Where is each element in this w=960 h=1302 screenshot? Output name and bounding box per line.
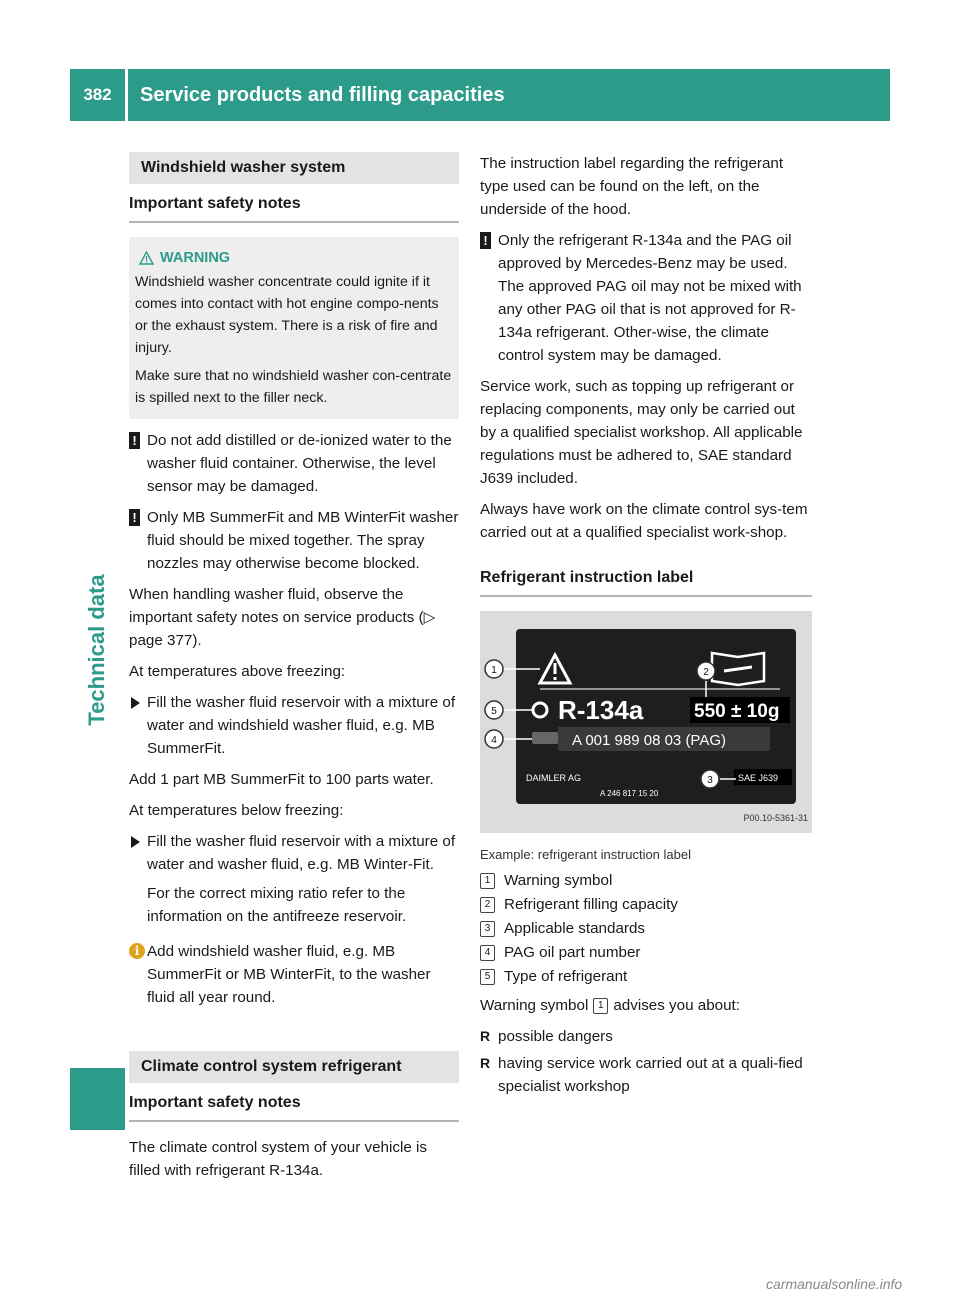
paragraph-label-location: The instruction label regarding the refrigerant type used can be found on the left, on the underside of the hood. bbox=[480, 155, 784, 218]
legend-item bbox=[480, 917, 812, 940]
refrigerant-type-text: R-134a bbox=[558, 695, 644, 725]
warning-title bbox=[139, 247, 453, 269]
paragraph-text: When handling washer fluid, observe the important safety notes on service products bbox=[129, 586, 415, 626]
exclamation-icon: ! bbox=[480, 232, 491, 249]
paragraph-qualified-workshop: Always have work on the climate control sys-tem carried out at a qualified specialist work-shop. bbox=[480, 501, 808, 541]
right-column bbox=[480, 152, 812, 1102]
legend-number: 2 bbox=[480, 897, 495, 913]
legend-text: Refrigerant filling capacity bbox=[504, 896, 678, 913]
part-number-text: A 001 989 08 03 (PAG) bbox=[572, 732, 726, 749]
callout-3-label: 3 bbox=[707, 775, 713, 786]
step-fill-summer bbox=[129, 691, 459, 760]
figure-reference: P00.10-5361-31 bbox=[743, 813, 808, 823]
legend-number: 1 bbox=[480, 873, 495, 889]
paragraph-text: advises you about: bbox=[613, 997, 740, 1014]
bullet-item bbox=[480, 1025, 812, 1048]
paragraph-below-freezing: At temperatures below freezing: bbox=[129, 802, 344, 819]
callout-1-label: 1 bbox=[491, 665, 497, 676]
warning-text-2: Make sure that no windshield washer con-centrate is spilled next to the filler neck. bbox=[135, 368, 452, 406]
section-title-refrigerant: Climate control system refrigerant bbox=[129, 1051, 459, 1083]
exclamation-icon: ! bbox=[129, 509, 140, 526]
paragraph-above-freezing: At temperatures above freezing: bbox=[129, 663, 346, 680]
legend-item bbox=[480, 893, 812, 916]
step-arrow-icon bbox=[131, 697, 140, 709]
refrigerant-label-illustration bbox=[480, 611, 812, 833]
refrigerant-label-figure bbox=[480, 611, 812, 833]
side-tab-label: Technical data bbox=[84, 574, 109, 726]
legend-number: 3 bbox=[480, 921, 495, 937]
paragraph-handling bbox=[129, 583, 459, 652]
note-text: Only MB SummerFit and MB WinterFit washer fluid should be mixed together. The spray nozzles may otherwise become blocked. bbox=[147, 509, 459, 572]
paragraph-warning-symbol bbox=[480, 994, 812, 1017]
paragraph-refrigerant-fill: The climate control system of your vehicle is filled with refrigerant R-134a. bbox=[129, 1139, 427, 1179]
info-icon: i bbox=[129, 943, 145, 959]
paragraph-text: Warning symbol bbox=[480, 997, 589, 1014]
exclamation-icon: ! bbox=[129, 432, 140, 449]
legend-text: Applicable standards bbox=[504, 920, 645, 937]
watermark-brand: carmanualsonline.info bbox=[766, 1276, 903, 1292]
paragraph-service-work: Service work, such as topping up refrigerant or replacing components, may only be carried out by a qualified specialist workshop. All applicable regulations must be adhered to, SAE standard J639 included. bbox=[480, 378, 803, 487]
legend-number: 5 bbox=[480, 969, 495, 985]
paragraph-ratio: Add 1 part MB SummerFit to 100 parts water. bbox=[129, 771, 434, 788]
left-column bbox=[129, 152, 459, 1190]
capacity-text: 550 ± 10g bbox=[694, 701, 780, 722]
note-refrigerant-oil bbox=[480, 229, 812, 367]
section-title-washer: Windshield washer system bbox=[129, 152, 459, 184]
info-text: Add windshield washer fluid, e.g. MB SummerFit or MB WinterFit, to the washer fluid all year round. bbox=[147, 943, 431, 1006]
legend-text: Warning symbol bbox=[504, 872, 613, 889]
bullet-icon: R bbox=[480, 1028, 491, 1044]
legend-text: PAG oil part number bbox=[504, 944, 641, 961]
note-text: Do not add distilled or de-ionized water to the washer fluid container. Otherwise, the level sensor may be damaged. bbox=[147, 432, 452, 495]
bullet-item bbox=[480, 1052, 812, 1098]
bullet-text: having service work carried out at a quali-fied specialist workshop bbox=[498, 1055, 803, 1095]
page-reference-link[interactable]: (▷ page 377). bbox=[129, 609, 436, 649]
warning-label: WARNING bbox=[160, 250, 231, 266]
legend-text: Type of refrigerant bbox=[504, 968, 628, 985]
step-fill-winter bbox=[129, 830, 459, 928]
bullet-icon: R bbox=[480, 1055, 491, 1071]
subheading-instruction-label: Refrigerant instruction label bbox=[480, 566, 812, 597]
page-number: 382 bbox=[70, 69, 125, 121]
legend-list bbox=[480, 869, 812, 988]
page-title: Service products and filling capacities bbox=[128, 69, 890, 121]
legend-item bbox=[480, 965, 812, 988]
legend-item bbox=[480, 869, 812, 892]
bullet-text: possible dangers bbox=[498, 1028, 613, 1045]
side-tab-marker bbox=[70, 1068, 125, 1130]
step-arrow-icon bbox=[131, 836, 140, 848]
note-distilled-water bbox=[129, 429, 459, 498]
maker-text: DAIMLER AG bbox=[526, 773, 582, 783]
warning-text-1: Windshield washer concentrate could ignite if it comes into contact with hot engine compo-nents or the exhaust system. There is a risk of fire and injury. bbox=[135, 274, 439, 356]
step-text: Fill the washer fluid reservoir with a mixture of water and windshield washer fluid, e.g. MB SummerFit. bbox=[147, 694, 456, 757]
callout-5-label: 5 bbox=[491, 706, 497, 717]
callout-2-label: 2 bbox=[703, 667, 709, 678]
subheading-safety-washer: Important safety notes bbox=[129, 192, 459, 223]
label-number-text: A 246 817 15 20 bbox=[600, 789, 659, 798]
warning-triangle-icon bbox=[139, 251, 154, 265]
step-text: Fill the washer fluid reservoir with a mixture of water and washer fluid, e.g. MB Winter-Fit. bbox=[147, 833, 456, 873]
info-note bbox=[129, 940, 459, 1009]
callout-4-label: 4 bbox=[491, 735, 497, 746]
subheading-safety-refrigerant: Important safety notes bbox=[129, 1091, 459, 1122]
standard-text: SAE J639 bbox=[738, 773, 779, 783]
inline-number: 1 bbox=[593, 998, 608, 1014]
note-mixing-fluids bbox=[129, 506, 459, 575]
step-extra-text: For the correct mixing ratio refer to the information on the antifreeze reservoir. bbox=[147, 885, 407, 925]
legend-number: 4 bbox=[480, 945, 495, 961]
warning-box bbox=[129, 237, 459, 419]
legend-item bbox=[480, 941, 812, 964]
note-text: Only the refrigerant R-134a and the PAG oil approved by Mercedes-Benz may be used. The approved PAG oil may not be mixed with any other PAG oil that is not approved for R-134a refrigerant. Other-wise, the climate control system may be damaged. bbox=[498, 232, 802, 364]
figure-caption: Example: refrigerant instruction label bbox=[480, 847, 691, 862]
